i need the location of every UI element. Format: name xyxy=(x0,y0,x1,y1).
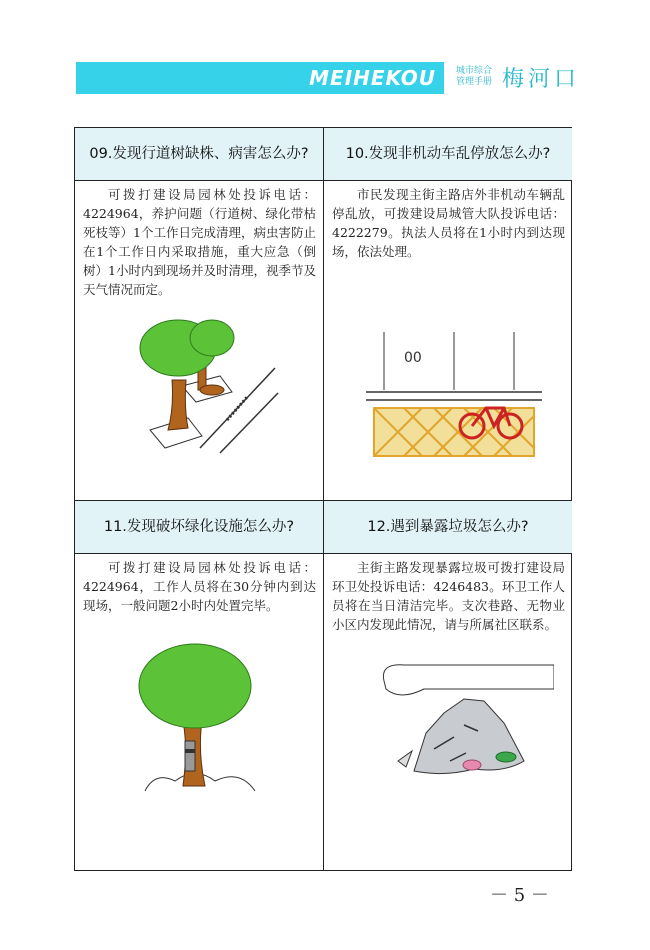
question-title: 11.发现破坏绿化设施怎么办? xyxy=(75,501,323,554)
faq-item-12 xyxy=(324,501,572,634)
parked-bicycle-illustration xyxy=(364,328,544,468)
answer-text: 可拨打建设局园林处投诉电话：4224964，养护问题（行道树、绿化带枯死枝等）1个工作日完成清理，病虫害防止在1个工作日内采取措施，重大应急（倒树）1小时内到现场并及时清理，视季节及天气情况而定。 xyxy=(83,187,316,297)
answer-text: 主街主路发现暴露垃圾可拨打建设局环卫处投诉电话：4246483。环卫工作人员将在当日清洁完毕。支次巷路、无物业小区内发现此情况，请与所属社区联系。 xyxy=(332,560,565,632)
page-number: － 5 － xyxy=(490,885,549,906)
damaged-tree-illustration xyxy=(125,631,275,801)
header-bar xyxy=(76,62,444,94)
garbage-pile-illustration xyxy=(354,641,554,801)
brand-text: MEIHEKOU xyxy=(309,66,436,90)
svg-text:00: 00 xyxy=(404,350,422,366)
handbook-subtitle xyxy=(452,66,496,88)
faq-grid xyxy=(74,127,572,871)
faq-item-09 xyxy=(75,128,323,299)
city-name: 梅河口 xyxy=(502,67,581,92)
answer-text: 可拨打建设局园林处投诉电话：4224964，工作人员将在30分钟内到达现场，一般问题2小时内处置完毕。 xyxy=(83,560,316,613)
question-title: 10.发现非机动车乱停放怎么办? xyxy=(324,128,572,181)
question-title: 12.遇到暴露垃圾怎么办? xyxy=(324,501,572,554)
faq-item-11 xyxy=(75,501,323,615)
faq-item-10 xyxy=(324,128,572,366)
subtitle-line-2: 管理手册 xyxy=(455,77,492,87)
answer-text: 市民发现主街主路店外非机动车辆乱停乱放，可拨建设局城管大队投诉电话：4222279。执法人员将在1小时内到达现场，依法处理。 xyxy=(332,187,565,259)
question-title: 09.发现行道树缺株、病害怎么办? xyxy=(75,128,323,181)
subtitle-line-1: 城市综合 xyxy=(455,66,492,76)
street-tree-illustration xyxy=(130,308,280,458)
